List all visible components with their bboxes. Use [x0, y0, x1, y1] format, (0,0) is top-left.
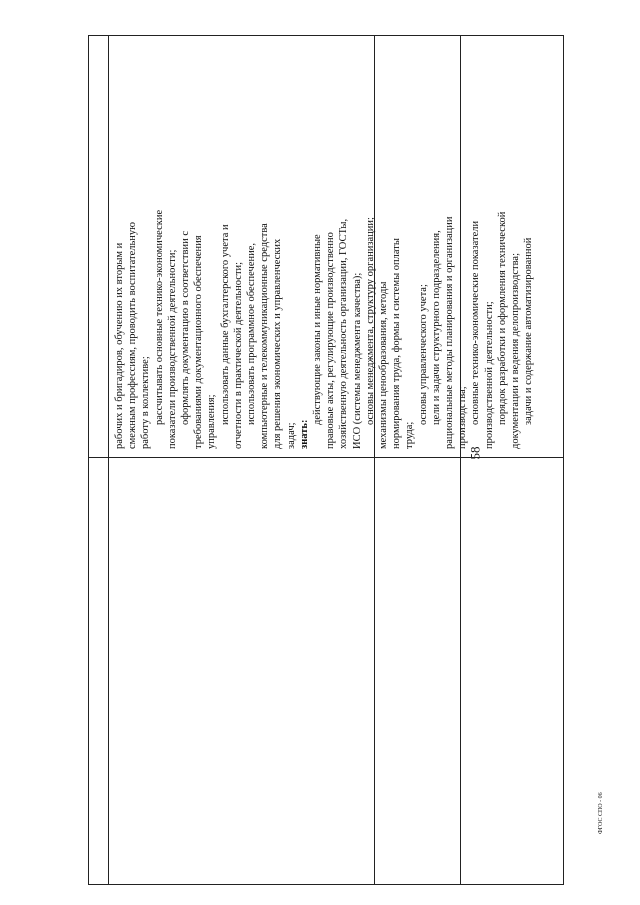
- text-line: действующие законы и иные нормативные: [312, 234, 324, 425]
- text-line: документации и ведения делопроизводства;: [510, 253, 522, 449]
- text-line: задач;: [285, 422, 297, 449]
- text-line: отчетности в практической деятельности;: [232, 261, 244, 449]
- text-line: компьютерные и телекоммуникационные средства: [259, 223, 271, 449]
- text-line: использовать программное обеспечение,: [246, 242, 258, 425]
- text-line: цели и задачи структурного подразделения,: [430, 230, 442, 425]
- requirements-table: [88, 35, 564, 885]
- text-line: управления;: [206, 394, 218, 449]
- text-line: показатели производственной деятельности;: [166, 249, 178, 449]
- text-line: правовые акты, регулирующие производственно: [325, 232, 337, 449]
- table-cell-empty: [89, 458, 108, 884]
- text-line: рабочих и бригадиров, обучению их вторым и: [114, 242, 125, 449]
- table-cell-empty: [461, 36, 563, 458]
- text-line: труда;: [404, 421, 416, 449]
- text-line: работу в коллективе;: [140, 356, 152, 449]
- text-line: требованиями документационного обеспечения: [193, 235, 205, 449]
- table-cell-empty: [375, 458, 460, 884]
- rotated-table-body: [88, 35, 564, 885]
- text-line: для решения экономических и управленческих: [272, 238, 284, 449]
- table-row: [88, 35, 108, 885]
- text-line: оформлять документацию в соответствии с: [180, 231, 192, 425]
- text-line: ИСО (системы менеджмента качества);: [351, 272, 363, 449]
- table-cell-empty: [461, 458, 563, 884]
- text-line: производства;: [457, 386, 469, 449]
- text-line: смежным профессиям, проводить воспитательную: [127, 222, 139, 449]
- table-cell-empty: [109, 458, 374, 884]
- text-line: рассчитывать основные технико-экономические: [153, 209, 165, 425]
- page-number: 58: [467, 446, 483, 460]
- table-cell-empty: [375, 36, 460, 458]
- text-line: механизмы ценообразования, методы: [378, 281, 390, 449]
- document-footer: ФГОС СПО - 06: [598, 792, 604, 834]
- text-line: производственной деятельности;: [483, 301, 495, 449]
- table-row: [374, 35, 460, 885]
- text-line: основные технико-экономические показатели: [470, 220, 482, 425]
- table-row: [460, 35, 564, 885]
- text-line: использовать данные бухгалтерского учета и: [219, 224, 231, 425]
- text-line: порядок разработки и оформления технической: [496, 211, 508, 425]
- text-line: нормирования труда, формы и системы оплаты: [391, 238, 403, 449]
- text-line: основы менеджмента, структуру организации;: [364, 217, 376, 425]
- text-line: рациональные методы планирования и организации: [444, 216, 456, 449]
- table-cell-empty: [89, 36, 108, 458]
- text-line: хозяйственную деятельность организации, ГОСТы,: [338, 218, 350, 449]
- text-line: знать:: [298, 419, 310, 449]
- text-line: основы управленческого учета;: [417, 284, 429, 425]
- text-line: задачи и содержание автоматизированной: [523, 237, 535, 425]
